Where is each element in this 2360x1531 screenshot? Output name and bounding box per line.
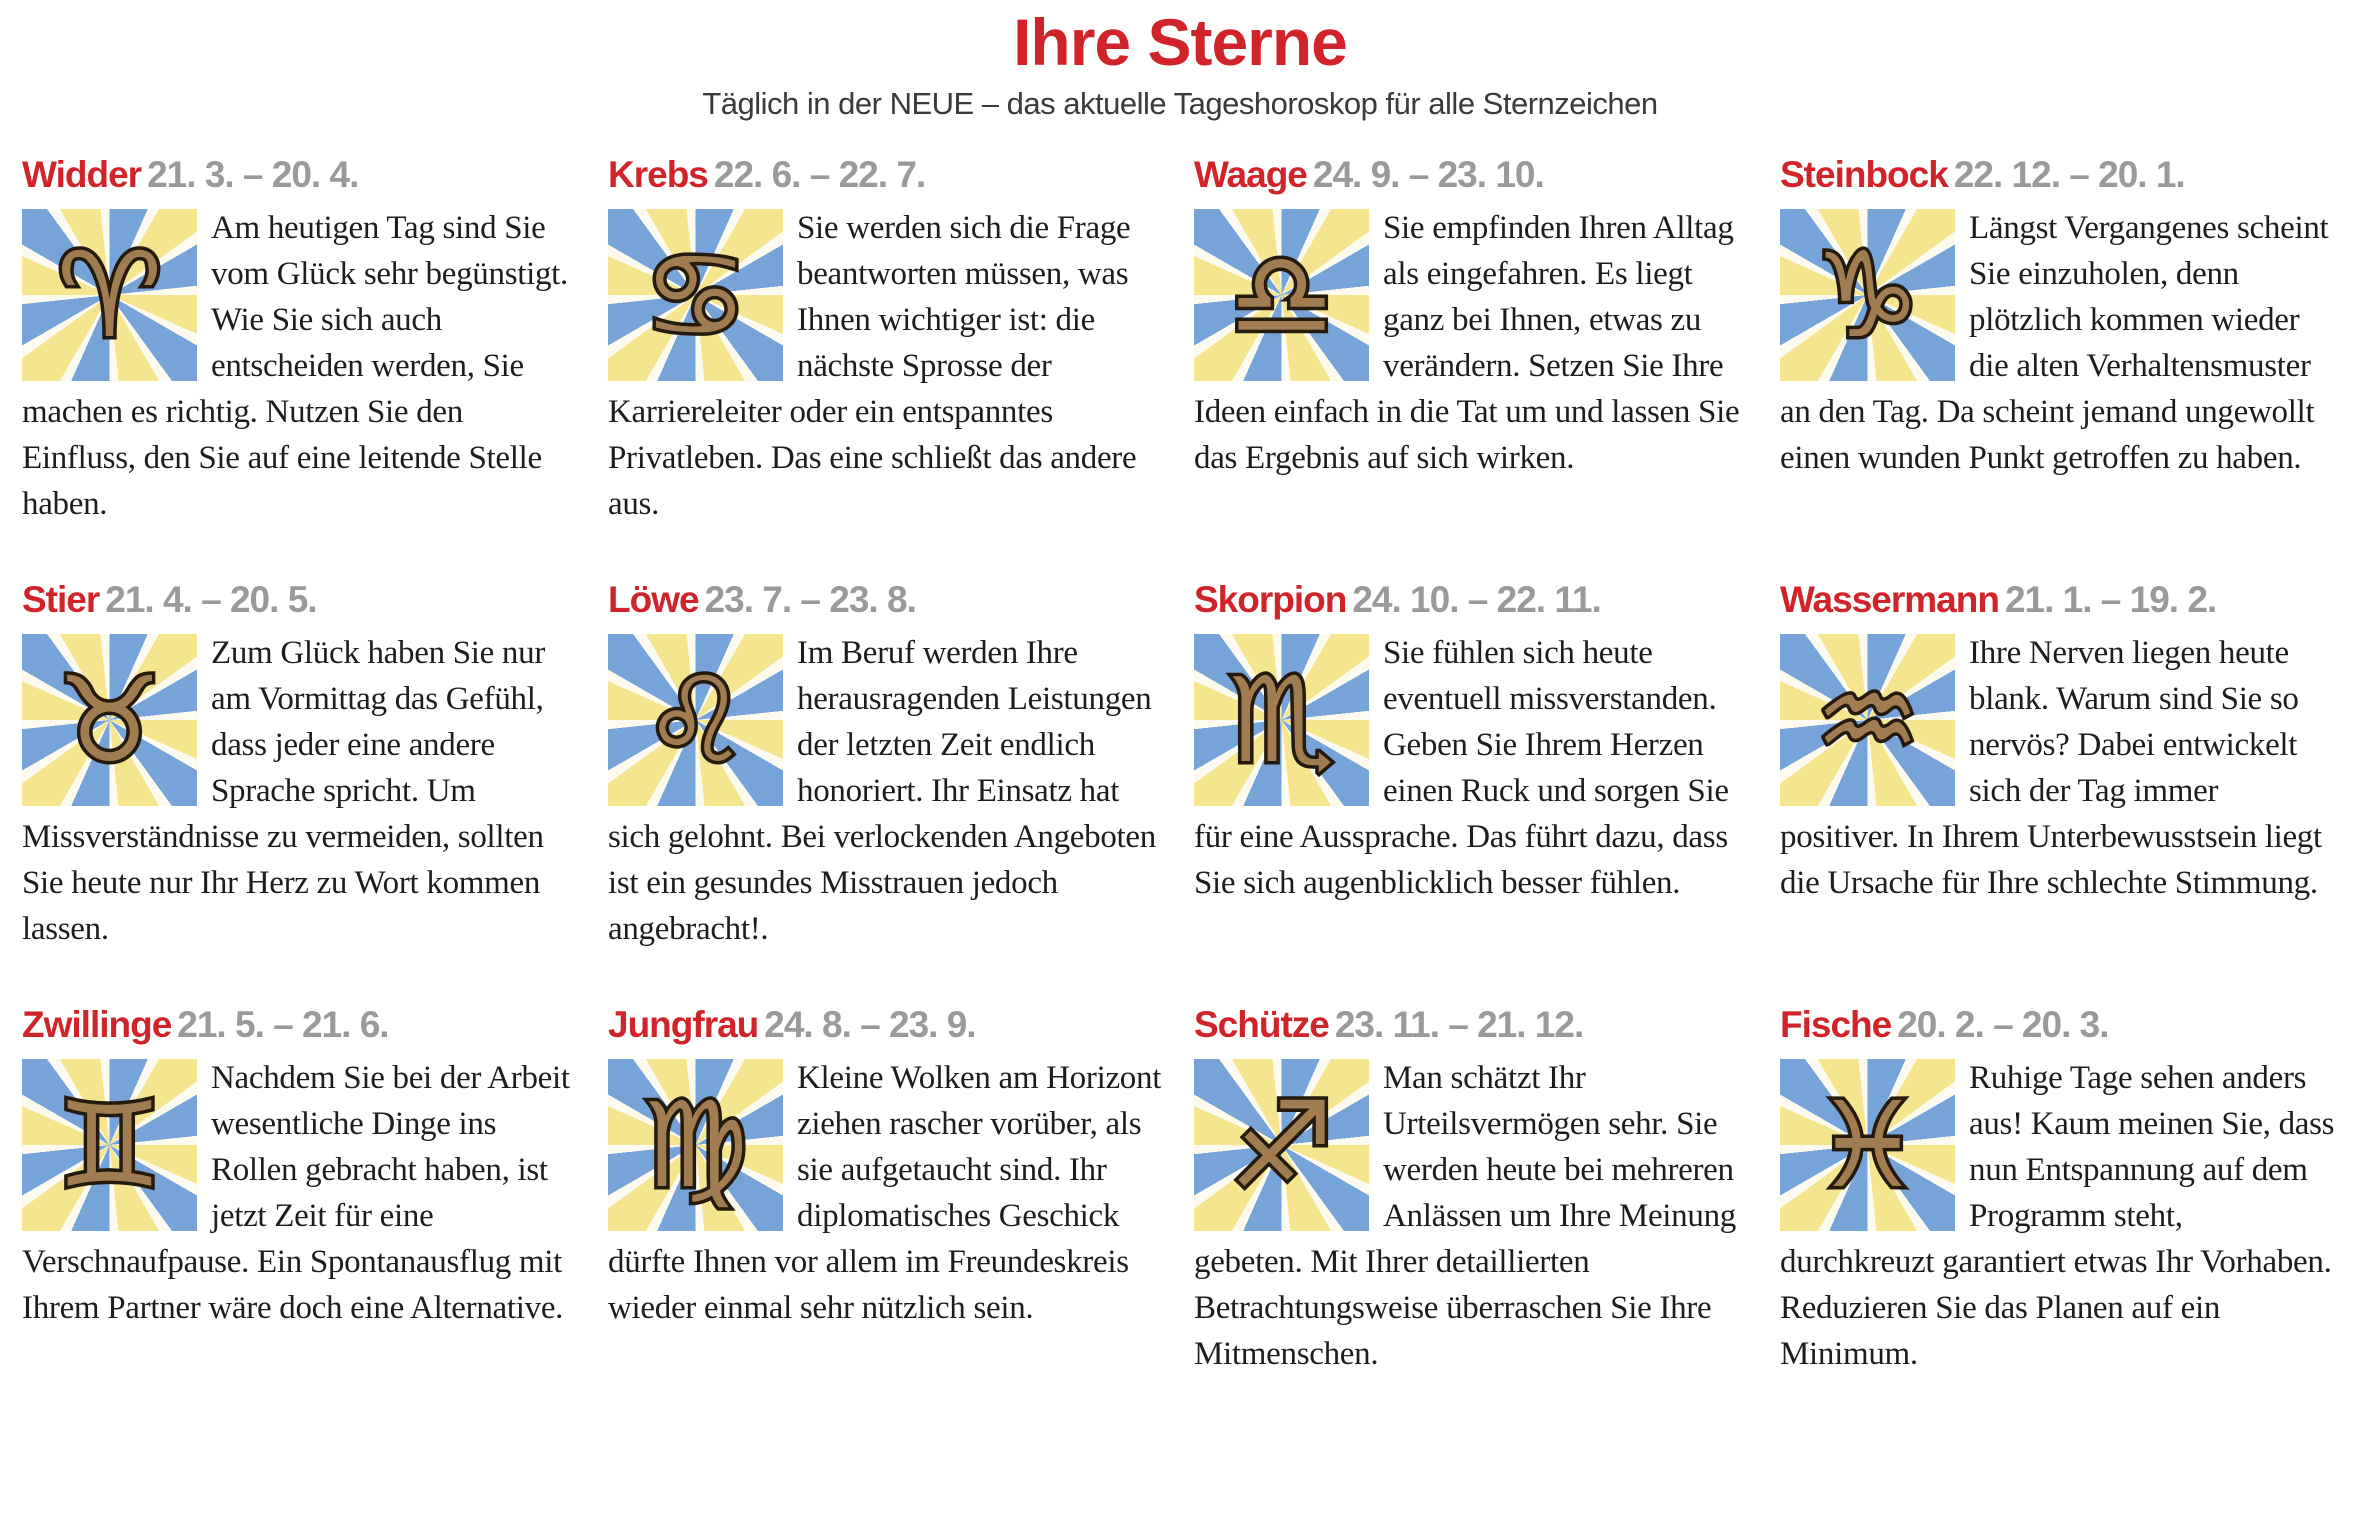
- entry-text: Ruhige Tage sehen anders aus! Kaum meinen Sie, dass nun Entspannung auf dem Programm steht, durchkreuzt garantiert etwas Ihr Vorhaben. Reduzieren Sie das Planen auf ein Minimum.: [1780, 1059, 2335, 1372]
- horoscope-entry-skorpion: [1194, 578, 1749, 952]
- ram-glyph: ♈: [56, 225, 163, 364]
- entry-heading: [22, 1003, 577, 1045]
- date-range: 22. 6. – 22. 7.: [713, 154, 926, 195]
- date-range: 21. 4. – 20. 5.: [105, 578, 317, 620]
- scorpion-icon: [1194, 634, 1369, 806]
- archer-glyph: ♐: [1228, 1075, 1335, 1214]
- entry-heading: [1194, 578, 1749, 620]
- entry-text: Kleine Wolken am Horizont ziehen rascher vorüber, als sie aufgetaucht sind. Ihr diplomatisches Geschick dürfte Ihnen vor allem im Freundeskreis wieder einmal sehr nützlich sein.: [608, 1059, 1162, 1326]
- sign-name: Steinbock: [1780, 154, 1948, 195]
- entry-text: Am heutigen Tag sind Sie vom Glück sehr begünstigt. Wie Sie sich auch entscheiden werden, Sie machen es richtig. Nutzen Sie den Einfluss, den Sie auf eine leitende Stelle haben.: [22, 209, 568, 522]
- horoscope-entry-widder: [22, 156, 577, 527]
- horoscope-grid: [0, 122, 2360, 1377]
- horoscope-entry-krebs: [608, 156, 1163, 527]
- goat-glyph: ♑: [1814, 225, 1921, 364]
- date-range: 24. 8. – 23. 9.: [764, 1003, 976, 1045]
- page-title: Ihre Sterne: [1013, 5, 1347, 79]
- sign-name: Löwe: [608, 578, 699, 620]
- date-range: 24. 10. – 22. 11.: [1352, 578, 1601, 620]
- entry-text: Nachdem Sie bei der Arbeit wesentliche Dinge ins Rollen gebracht haben, ist jetzt Zeit für eine Verschnaufpause. Ein Spontanausflug mit Ihrem Partner wäre doch eine Alternative.: [22, 1059, 570, 1326]
- entry-heading: [608, 156, 1163, 195]
- horoscope-entry-zwillinge: [22, 1003, 577, 1377]
- entry-text: Zum Glück haben Sie nur am Vormittag das Gefühl, dass jeder eine andere Sprache spricht. Um Missverständnisse zu vermeiden, sollten Sie heute nur Ihr Herz zu Wort kommen lassen.: [22, 634, 546, 947]
- goat-icon: [1780, 209, 1955, 381]
- twins-glyph: ♊: [56, 1075, 163, 1214]
- horoscope-entry-schuetze: [1194, 1003, 1749, 1377]
- scales-glyph: ♎: [1228, 225, 1335, 364]
- entry-heading: [1194, 1003, 1749, 1045]
- sign-name: Wassermann: [1780, 578, 1999, 620]
- sign-name: Waage: [1194, 154, 1307, 195]
- horoscope-entry-fische: [1780, 1003, 2335, 1377]
- horoscope-entry-wassermann: [1780, 578, 2335, 952]
- date-range: 21. 3. – 20. 4.: [147, 154, 359, 195]
- bull-icon: [22, 634, 197, 806]
- entry-heading: [1194, 156, 1749, 195]
- sign-name: Krebs: [608, 154, 708, 195]
- entry-text: Im Beruf werden Ihre herausragenden Leistungen der letzten Zeit endlich honoriert. Ihr Einsatz hat sich gelohnt. Bei verlockenden Angeboten ist ein gesundes Misstrauen jedoch angebracht!.: [608, 634, 1156, 947]
- scales-icon: [1194, 209, 1369, 381]
- date-range: 23. 7. – 23. 8.: [704, 578, 916, 620]
- date-range: 23. 11. – 21. 12.: [1334, 1003, 1584, 1045]
- bull-glyph: ♉: [56, 650, 163, 789]
- fish-icon: [1780, 1059, 1955, 1231]
- lion-icon: [608, 634, 783, 806]
- scorpion-glyph: ♏: [1228, 650, 1335, 789]
- entry-text: Man schätzt Ihr Urteilsvermögen sehr. Sie werden heute bei mehreren Anlässen um Ihre Meinung gebeten. Mit Ihrer detaillierten Betrachtungsweise überraschen Sie Ihre Mitmenschen.: [1194, 1059, 1736, 1372]
- fish-glyph: ♓: [1814, 1075, 1921, 1214]
- horoscope-entry-stier: [22, 578, 577, 952]
- crab-icon: [608, 209, 783, 381]
- maiden-icon: [608, 1059, 783, 1231]
- sign-name: Jungfrau: [608, 1003, 759, 1045]
- entry-heading: [608, 1003, 1163, 1045]
- twins-icon: [22, 1059, 197, 1231]
- entry-text: Sie werden sich die Frage beantworten müssen, was Ihnen wichtiger ist: die nächste Sprosse der Karriereleiter oder ein entspanntes Privatleben. Das eine schließt das andere aus.: [608, 209, 1137, 522]
- horoscope-entry-waage: [1194, 156, 1749, 527]
- date-range: 20. 2. – 20. 3.: [1897, 1003, 2109, 1045]
- maiden-glyph: ♍: [642, 1075, 749, 1214]
- sign-name: Skorpion: [1194, 578, 1347, 620]
- horoscope-entry-loewe: [608, 578, 1163, 952]
- page-subtitle: Täglich in der NEUE – das aktuelle Tageshoroskop für alle Sternzeichen: [702, 86, 1658, 121]
- entry-text: Längst Vergangenes scheint Sie einzuholen, denn plötzlich kommen wieder die alten Verhaltensmuster an den Tag. Da scheint jemand ungewollt einen wunden Punkt getroffen zu haben.: [1780, 209, 2329, 476]
- sign-name: Stier: [22, 578, 100, 620]
- date-range: 24. 9. – 23. 10.: [1312, 154, 1544, 195]
- date-range: 21. 1. – 19. 2.: [2004, 578, 2217, 620]
- date-range: 21. 5. – 21. 6.: [177, 1003, 389, 1045]
- date-range: 22. 12. – 20. 1.: [1953, 154, 2185, 195]
- archer-icon: [1194, 1059, 1369, 1231]
- sign-name: Fische: [1780, 1003, 1892, 1045]
- ram-icon: [22, 209, 197, 381]
- horoscope-entry-jungfrau: [608, 1003, 1163, 1377]
- entry-heading: [1780, 156, 2335, 195]
- entry-heading: [22, 578, 577, 620]
- entry-text: Ihre Nerven liegen heute blank. Warum sind Sie so nervös? Dabei entwickelt sich der Tag immer positiver. In Ihrem Unterbewusstsein liegt die Ursache für Ihre schlechte Stimmung.: [1780, 634, 2322, 901]
- lion-glyph: ♌: [642, 650, 749, 789]
- water-bearer-icon: [1780, 634, 1955, 806]
- entry-text: Sie empfinden Ihren Alltag als eingefahren. Es liegt ganz bei Ihnen, etwas zu verändern. Setzen Sie Ihre Ideen einfach in die Tat um und lassen Sie das Ergebnis auf sich wirken.: [1194, 209, 1740, 476]
- horoscope-entry-steinbock: [1780, 156, 2335, 527]
- sign-name: Widder: [22, 154, 142, 195]
- masthead: [0, 0, 2360, 122]
- entry-heading: [22, 156, 577, 195]
- entry-heading: [1780, 1003, 2335, 1045]
- crab-glyph: ♋: [642, 225, 749, 364]
- entry-heading: [608, 578, 1163, 620]
- sign-name: Schütze: [1194, 1003, 1329, 1045]
- entry-heading: [1780, 578, 2335, 620]
- water-bearer-glyph: ♒: [1814, 650, 1921, 789]
- entry-text: Sie fühlen sich heute eventuell missverstanden. Geben Sie Ihrem Herzen einen Ruck und sorgen Sie für eine Aussprache. Das führt dazu, dass Sie sich augenblicklich besser fühlen.: [1194, 634, 1729, 901]
- sign-name: Zwillinge: [22, 1003, 172, 1045]
